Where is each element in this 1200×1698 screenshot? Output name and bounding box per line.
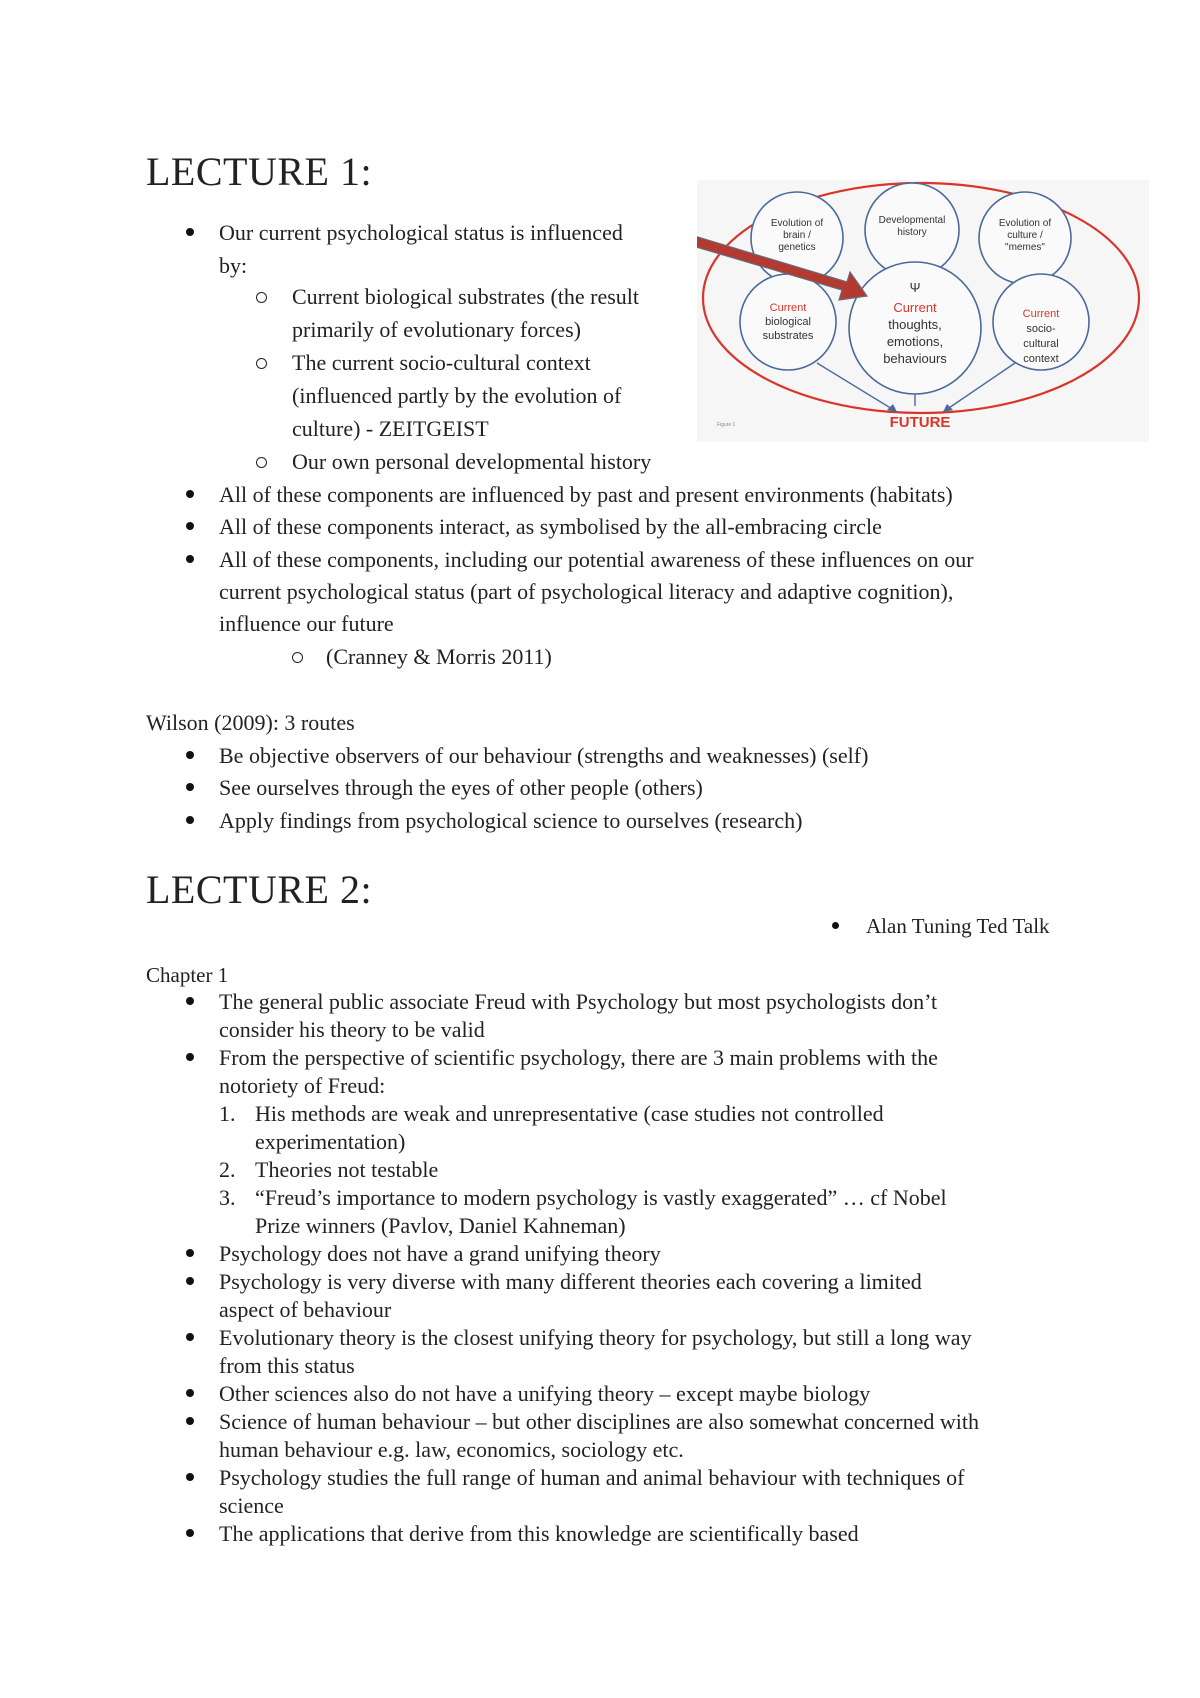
wilson-item-2: See ourselves through the eyes of other people (others) <box>219 775 703 800</box>
p4-line1: Psychology is very diverse with many different theories each covering a limited <box>219 1269 922 1294</box>
sub2-line3: culture) - ZEITGEIST <box>292 416 489 441</box>
p4-line2: aspect of behaviour <box>219 1297 392 1322</box>
center-line3: emotions, <box>886 334 944 349</box>
lecture1-bullet2: All of these components are influenced by past and present environments (habitats) <box>219 482 953 507</box>
bullet-icon <box>186 1389 194 1397</box>
center-line2: thoughts, <box>888 317 942 332</box>
socio-line4: context <box>1023 353 1059 365</box>
dev-line1: Developmental <box>878 215 946 226</box>
lecture1-bullet4-line2: current psychological status (part of psychological literacy and adaptive cognition), <box>219 579 954 604</box>
sub1-line2: primarily of evolutionary forces) <box>292 317 581 342</box>
evo-brain-line3: genetics <box>778 242 816 253</box>
bullet-icon <box>186 1417 194 1425</box>
n2-line: Theories not testable <box>255 1157 439 1182</box>
bullet-icon <box>186 228 194 236</box>
center-line1: Current <box>893 300 937 315</box>
sub-bullet-icon <box>256 358 267 369</box>
lecture1-bullet4-line1: All of these components, including our potential awareness of these influences on our <box>219 547 974 572</box>
sub-bullet-icon <box>256 292 267 303</box>
evo-brain-line1: Evolution of <box>770 218 824 229</box>
bullet-icon <box>186 555 194 563</box>
p5-line2: from this status <box>219 1353 355 1378</box>
bullet-icon <box>186 1053 194 1061</box>
p3-line: Psychology does not have a grand unifying theory <box>219 1241 661 1266</box>
socio-line1: Current <box>1022 308 1060 320</box>
n3-line1: “Freud’s importance to modern psychology is vastly exaggerated” … cf Nobel <box>255 1185 947 1210</box>
evo-brain-line2: brain / <box>783 230 811 241</box>
bullet-icon <box>832 922 839 929</box>
bullet-icon <box>186 1473 194 1481</box>
sub2-line2: (influenced partly by the evolution of <box>292 383 622 408</box>
p7-line1: Science of human behaviour – but other disciplines are also somewhat concerned with <box>219 1409 979 1434</box>
wilson-item-3: Apply findings from psychological science to ourselves (research) <box>219 808 803 833</box>
wilson-heading: Wilson (2009): 3 routes <box>146 710 355 735</box>
p8-line2: science <box>219 1493 284 1518</box>
bullet-icon <box>186 1277 194 1285</box>
p2-line2: notoriety of Freud: <box>219 1073 386 1098</box>
future-label: FUTURE <box>889 414 951 431</box>
p1-line2: consider his theory to be valid <box>219 1017 485 1042</box>
sub-bullet-icon <box>256 457 267 468</box>
bio-line1: Current <box>769 302 807 314</box>
n1-line1: His methods are weak and unrepresentative (case studies not controlled <box>255 1101 884 1126</box>
citation: (Cranney & Morris 2011) <box>326 644 552 669</box>
p7-line2: human behaviour e.g. law, economics, sociology etc. <box>219 1437 684 1462</box>
ted-talk-note: Alan Tuning Ted Talk <box>866 914 1050 938</box>
sub1-line1: Current biological substrates (the result <box>292 284 640 309</box>
lecture1-bullet3: All of these components interact, as symbolised by the all-embracing circle <box>219 514 882 539</box>
n3-line2: Prize winners (Pavlov, Daniel Kahneman) <box>255 1213 626 1238</box>
bullet-icon <box>186 816 194 824</box>
p8-line1: Psychology studies the full range of human and animal behaviour with techniques of <box>219 1465 965 1490</box>
p1-line1: The general public associate Freud with Psychology but most psychologists don’t <box>219 989 938 1014</box>
evo-culture-line2: culture / <box>1007 230 1043 241</box>
p5-line1: Evolutionary theory is the closest unifying theory for psychology, but still a long way <box>219 1325 972 1350</box>
socio-line2: socio- <box>1026 323 1056 335</box>
bullet-icon <box>186 783 194 791</box>
bullet-icon <box>186 490 194 498</box>
dev-line2: history <box>897 227 927 238</box>
bio-line3: substrates <box>762 330 814 342</box>
n1-line2: experimentation) <box>255 1129 406 1154</box>
number-1: 1. <box>219 1101 236 1126</box>
center-line4: behaviours <box>883 351 947 366</box>
p6-line: Other sciences also do not have a unifying theory – except maybe biology <box>219 1381 871 1406</box>
evo-culture-line3: "memes" <box>1005 242 1045 253</box>
socio-line3: cultural <box>1023 338 1059 350</box>
bullet-icon <box>186 1333 194 1341</box>
psi-symbol: Ψ <box>909 280 921 295</box>
sub-bullet-icon <box>292 652 303 663</box>
bullet-icon <box>186 1249 194 1257</box>
bullet-icon <box>186 1529 194 1537</box>
p9-line: The applications that derive from this knowledge are scientifically based <box>219 1521 859 1546</box>
bio-line2: biological <box>765 316 811 328</box>
bullet-icon <box>186 751 194 759</box>
wilson-item-1: Be objective observers of our behaviour (strengths and weaknesses) (self) <box>219 743 869 768</box>
sub2-line1: The current socio-cultural context <box>292 350 591 375</box>
p2-line1: From the perspective of scientific psychology, there are 3 main problems with the <box>219 1045 938 1070</box>
psychology-influences-diagram <box>697 180 1149 442</box>
chapter-label: Chapter 1 <box>146 963 229 987</box>
lecture-2-heading: LECTURE 2: <box>146 867 373 912</box>
lecture1-intro-line1: Our current psychological status is influenced <box>219 220 623 245</box>
sub3-line: Our own personal developmental history <box>292 449 652 474</box>
lecture-1-heading: LECTURE 1: <box>146 149 373 194</box>
lecture1-intro-line2: by: <box>219 253 248 278</box>
bullet-icon <box>186 997 194 1005</box>
number-2: 2. <box>219 1157 236 1182</box>
evo-culture-line1: Evolution of <box>998 218 1052 229</box>
figure-caption: Figure 1 <box>717 422 736 428</box>
bullet-icon <box>186 522 194 530</box>
number-3: 3. <box>219 1185 236 1210</box>
lecture1-bullet4-line3: influence our future <box>219 611 394 636</box>
